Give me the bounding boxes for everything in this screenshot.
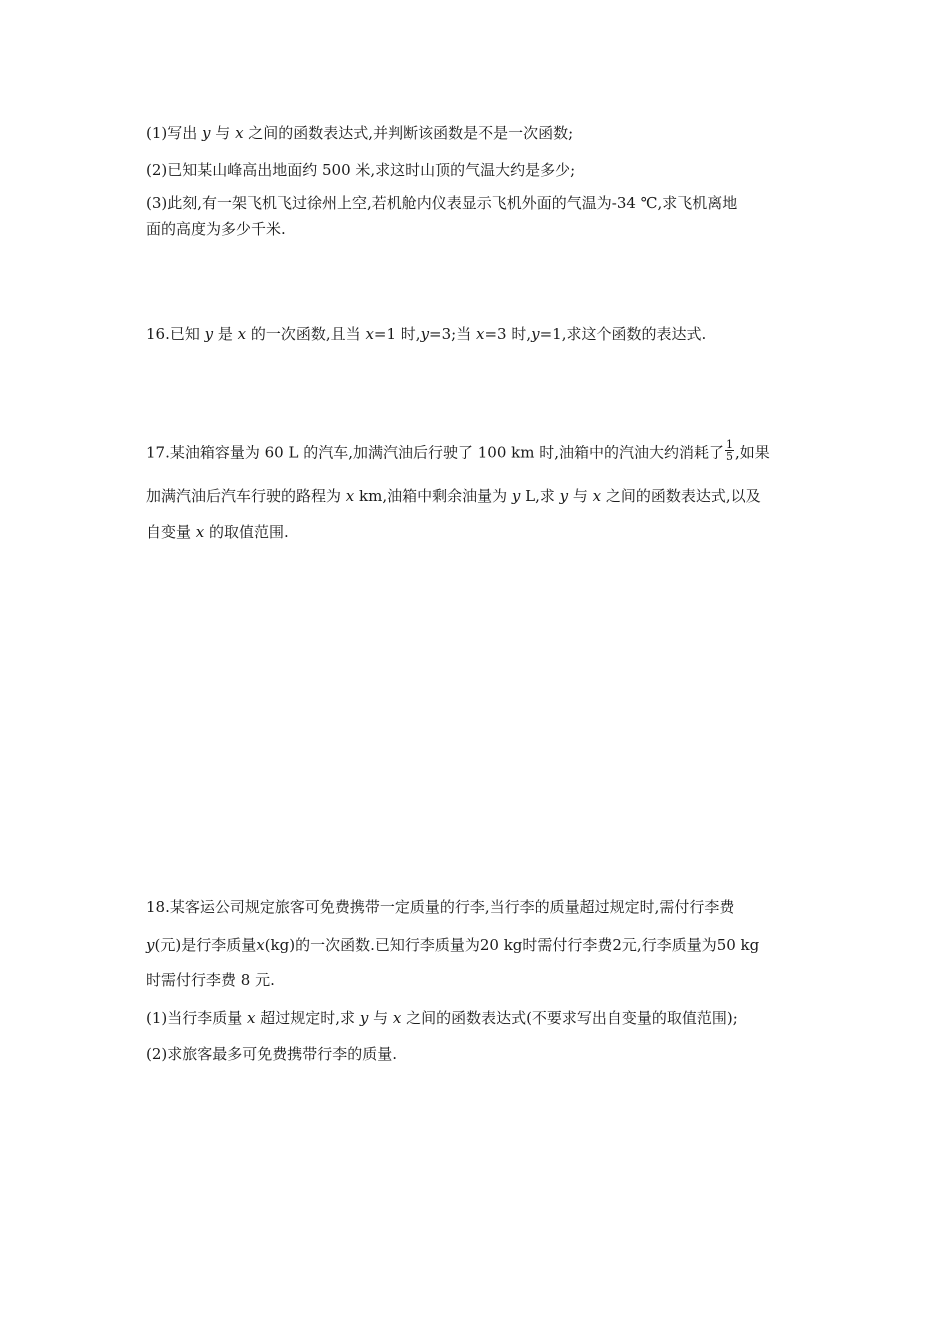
q17-line3: 自变量 x 的取值范围.	[146, 523, 289, 541]
q15-part3-line1: (3)此刻,有一架飞机飞过徐州上空,若机舱内仪表显示飞机外面的气温为-34 ℃,求飞机离地	[146, 194, 738, 212]
q18-line3: 时需付行李费 8 元.	[146, 971, 275, 989]
q18-line2: y(元)是行李质量x(kg)的一次函数.已知行李质量为20 kg时需付行李费2元,行李质量为50 kg	[146, 936, 760, 954]
q18-line1: 18.某客运公司规定旅客可免费携带一定质量的行李,当行李的质量超过规定时,需付行李费	[146, 898, 735, 916]
fraction-one-fifth: $\frac{1}{5}$	[726, 438, 733, 463]
q15-part2: (2)已知某山峰高出地面约 500 米,求这时山顶的气温大约是多少;	[146, 161, 576, 179]
q17-line2: 加满汽油后汽车行驶的路程为 x km,油箱中剩余油量为 y L,求 y 与 x 之间的函数表达式,以及	[146, 487, 761, 505]
q18-part1: (1)当行李质量 x 超过规定时,求 y 与 x 之间的函数表达式(不要求写出自变量的取值范围);	[146, 1009, 738, 1027]
q15-part1: (1)写出 y 与 x 之间的函数表达式,并判断该函数是不是一次函数;	[146, 124, 574, 142]
q17-line1: 17.某油箱容量为 60 L 的汽车,加满汽油后行驶了 100 km 时,油箱中的汽油大约消耗了 $\frac{1}{5}$ ,如果	[146, 438, 770, 463]
q15-part3-line2: 面的高度为多少千米.	[146, 220, 286, 238]
q16-text: 16.已知 y 是 x 的一次函数,且当 x=1 时,y=3;当 x=3 时,y=1,求这个函数的表达式.	[146, 325, 707, 343]
q18-part2: (2)求旅客最多可免费携带行李的质量.	[146, 1045, 398, 1063]
